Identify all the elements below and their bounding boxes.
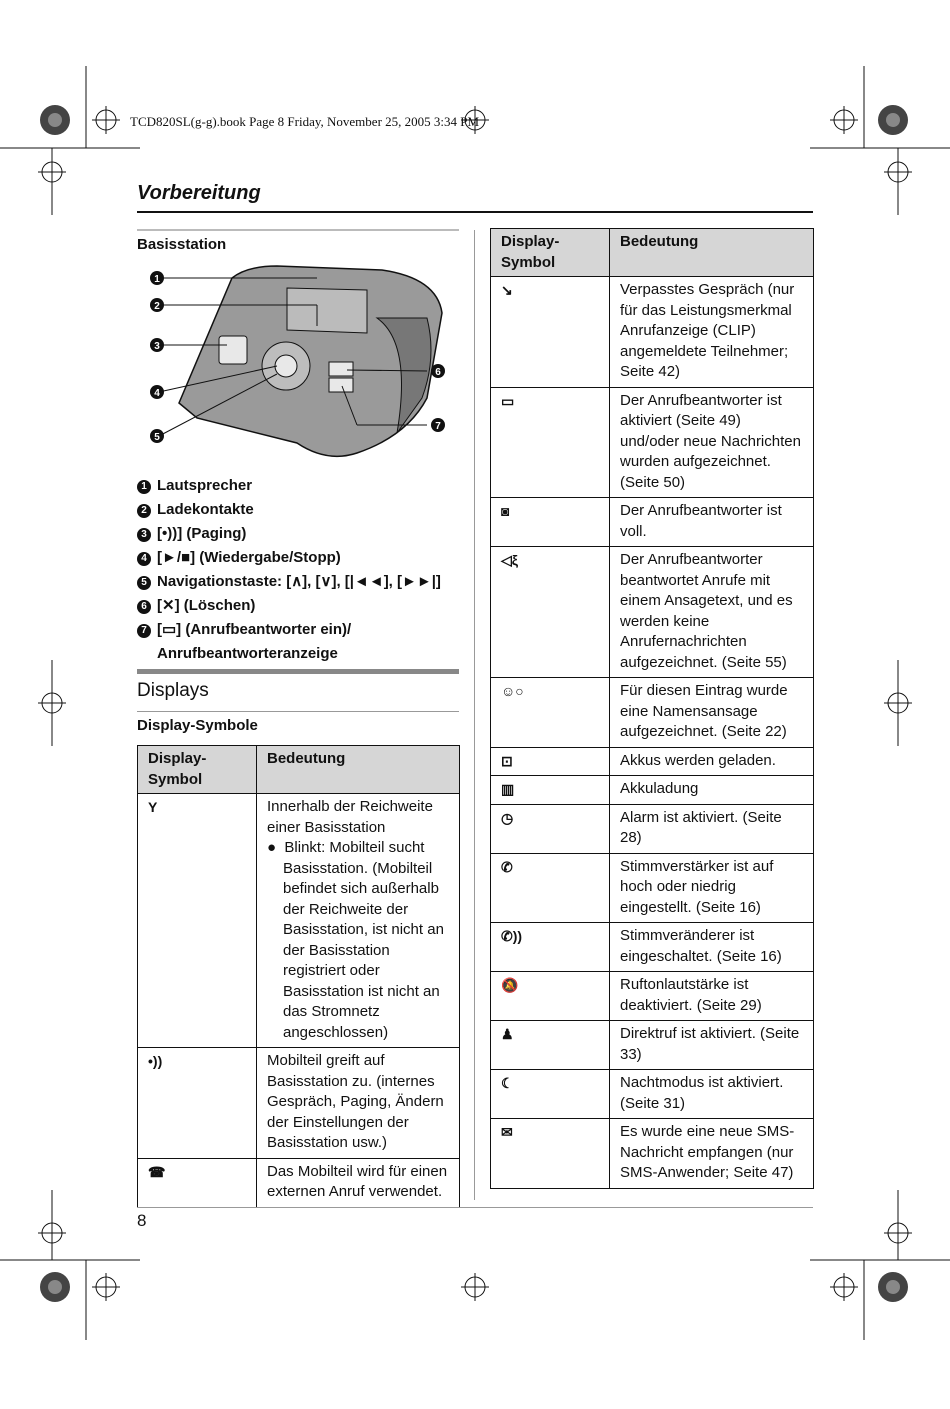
section-title: Vorbereitung [137,182,261,204]
legend-item: 1 Lautsprecher [137,474,441,498]
meaning-text: Akkuladung [610,776,814,805]
table-row [491,547,814,678]
voice-changer-icon: ✆)) [501,928,523,944]
meaning-bullet: Blinkt: Mobilteil sucht Basisstation. (Mobilteil befindet sich außerhalb der Reichweite der Basisstation, ist nicht an der Basisstation registriert oder Basisstation ist nicht an das Stromnetz angeschlossen) [283,839,444,1041]
table-row [491,972,814,1021]
answering-machine-full-icon: ◙ [501,503,510,519]
table-row [491,923,814,972]
section-rule [137,669,459,674]
table-row [491,776,814,805]
meaning-text: Nachtmodus ist aktiviert. (Seite 31) [610,1070,814,1119]
meaning-text: Alarm ist aktiviert. (Seite 28) [610,804,814,853]
display-symbols-table-right [490,228,814,1189]
callout-2: 2 [154,301,160,312]
legend-item: 5 Navigationstaste: [∧], [∨], [|◄◄], [►►|] [137,570,441,594]
meaning-text: Für diesen Eintrag wurde eine Namensansage aufgezeichnet. (Seite 22) [610,678,814,748]
voice-enhancer-icon: ✆ [501,858,513,875]
sms-icon: ✉ [501,1124,513,1140]
display-symbols-table-left [137,745,460,1208]
callout-5: 5 [154,432,160,443]
meaning-text: Verpasstes Gespräch (nur für das Leistungsmerkmal Anrufanzeige (CLIP) angemeldete Teilnehmer; Seite 42) [610,277,814,388]
page-number: 8 [137,1211,147,1230]
answering-machine-icon: ▭ [501,392,515,409]
callout-1: 1 [154,274,160,285]
legend-item: 7 [▭] (Anrufbeantworter ein)/ [137,618,441,642]
legend-item: 2 Ladekontakte [137,498,441,522]
callout-3: 3 [154,341,160,352]
meaning-text: Der Anrufbeantworter ist voll. [610,498,814,547]
base-station-heading: Basisstation [137,236,227,253]
header-symbol: Display-Symbol [491,229,610,277]
antenna-icon: Y [148,799,158,815]
meaning-text: Akkus werden geladen. [610,747,814,776]
legend-item: 6 [✕] (Löschen) [137,594,441,618]
table-row [491,1119,814,1189]
legend-item: 3 [•))] (Paging) [137,522,441,546]
callout-4: 4 [154,388,160,399]
table-row [491,678,814,748]
header-meaning: Bedeutung [610,229,814,277]
title-rule [137,211,813,213]
table-row [138,1158,460,1207]
column-divider [474,230,475,1200]
header-symbol: Display-Symbol [138,746,257,794]
handset-icon: ☎ [148,1163,166,1180]
meaning-text: Mobilteil greift auf Basisstation zu. (internes Gespräch, Paging, Ändern der Einstellungen der Basisstation usw.) [257,1048,460,1159]
meaning-text: Der Anrufbeantworter beantwortet Anrufe mit einem Ansagetext, und es werden keine Anrufernachrichten aufgezeichnet. (Seite 55) [610,547,814,678]
meaning-text: Der Anrufbeantworter ist aktiviert (Seite 49) und/oder neue Nachrichten wurden aufgezeichnet. (Seite 50) [610,387,814,498]
table-row [491,498,814,547]
meaning-text: Das Mobilteil wird für einen externen Anruf verwendet. [257,1158,460,1207]
table-row: Y Innerhalb der Reichweite einer Basisstation ● Blinkt: Mobilteil sucht Basisstation. (Mobilteil befindet sich außerhalb der Reichweite der Basisstation, ist nicht an der Basisstation registriert oder Basisstation ist nicht an das Stromnetz angeschlossen) [138,794,460,1048]
footer-rule [137,1207,813,1208]
legend-item: Anrufbeantworteranzeige [157,645,338,662]
meaning-text: Es wurde eine neue SMS-Nachricht empfangen (nur SMS-Anwender; Seite 47) [610,1119,814,1189]
heading-rule [137,229,459,231]
meaning-text: Stimmverstärker ist auf hoch oder niedrig eingestellt. (Seite 16) [610,853,814,923]
legend-list [137,474,441,666]
print-header: TCD820SL(g-g).book Page 8 Friday, November 25, 2005 3:34 PM [130,114,480,129]
meaning-text: Stimmveränderer ist eingeschaltet. (Seite 16) [610,923,814,972]
table-row [491,277,814,388]
direct-call-icon: ♟ [501,1026,514,1042]
subheading-rule [137,711,459,712]
callout-7: 7 [435,421,441,432]
meaning-text: Innerhalb der Reichweite einer Basisstation [267,798,433,836]
battery-icon: ▥ [501,781,515,797]
display-symbols-subheading: Display-Symbole [137,717,258,734]
table-row [491,387,814,498]
displays-heading: Displays [137,680,209,701]
ringer-off-icon: 🔕 [501,977,519,993]
charging-icon: ⊡ [501,752,513,769]
callout-6: 6 [435,367,441,378]
header-meaning: Bedeutung [257,746,460,794]
name-announcement-icon: ☺○ [501,683,524,699]
meaning-text: Ruftonlautstärke ist deaktiviert. (Seite 29) [610,972,814,1021]
legend-item: 4 [►/■] (Wiedergabe/Stopp) [137,546,441,570]
call-screening-icon: ◁ξ [501,552,519,568]
base-station-illustration [137,258,459,473]
table-row [491,1070,814,1119]
table-row [491,1021,814,1070]
missed-call-icon: ↘ [501,282,513,298]
table-row [491,747,814,776]
intercom-icon: •)) [148,1053,163,1069]
alarm-icon: ◷ [501,809,514,826]
night-mode-icon: ☾ [501,1075,514,1091]
meaning-text: Direktruf ist aktiviert. (Seite 33) [610,1021,814,1070]
table-row [138,1048,460,1159]
table-row [491,853,814,923]
table-row [491,804,814,853]
